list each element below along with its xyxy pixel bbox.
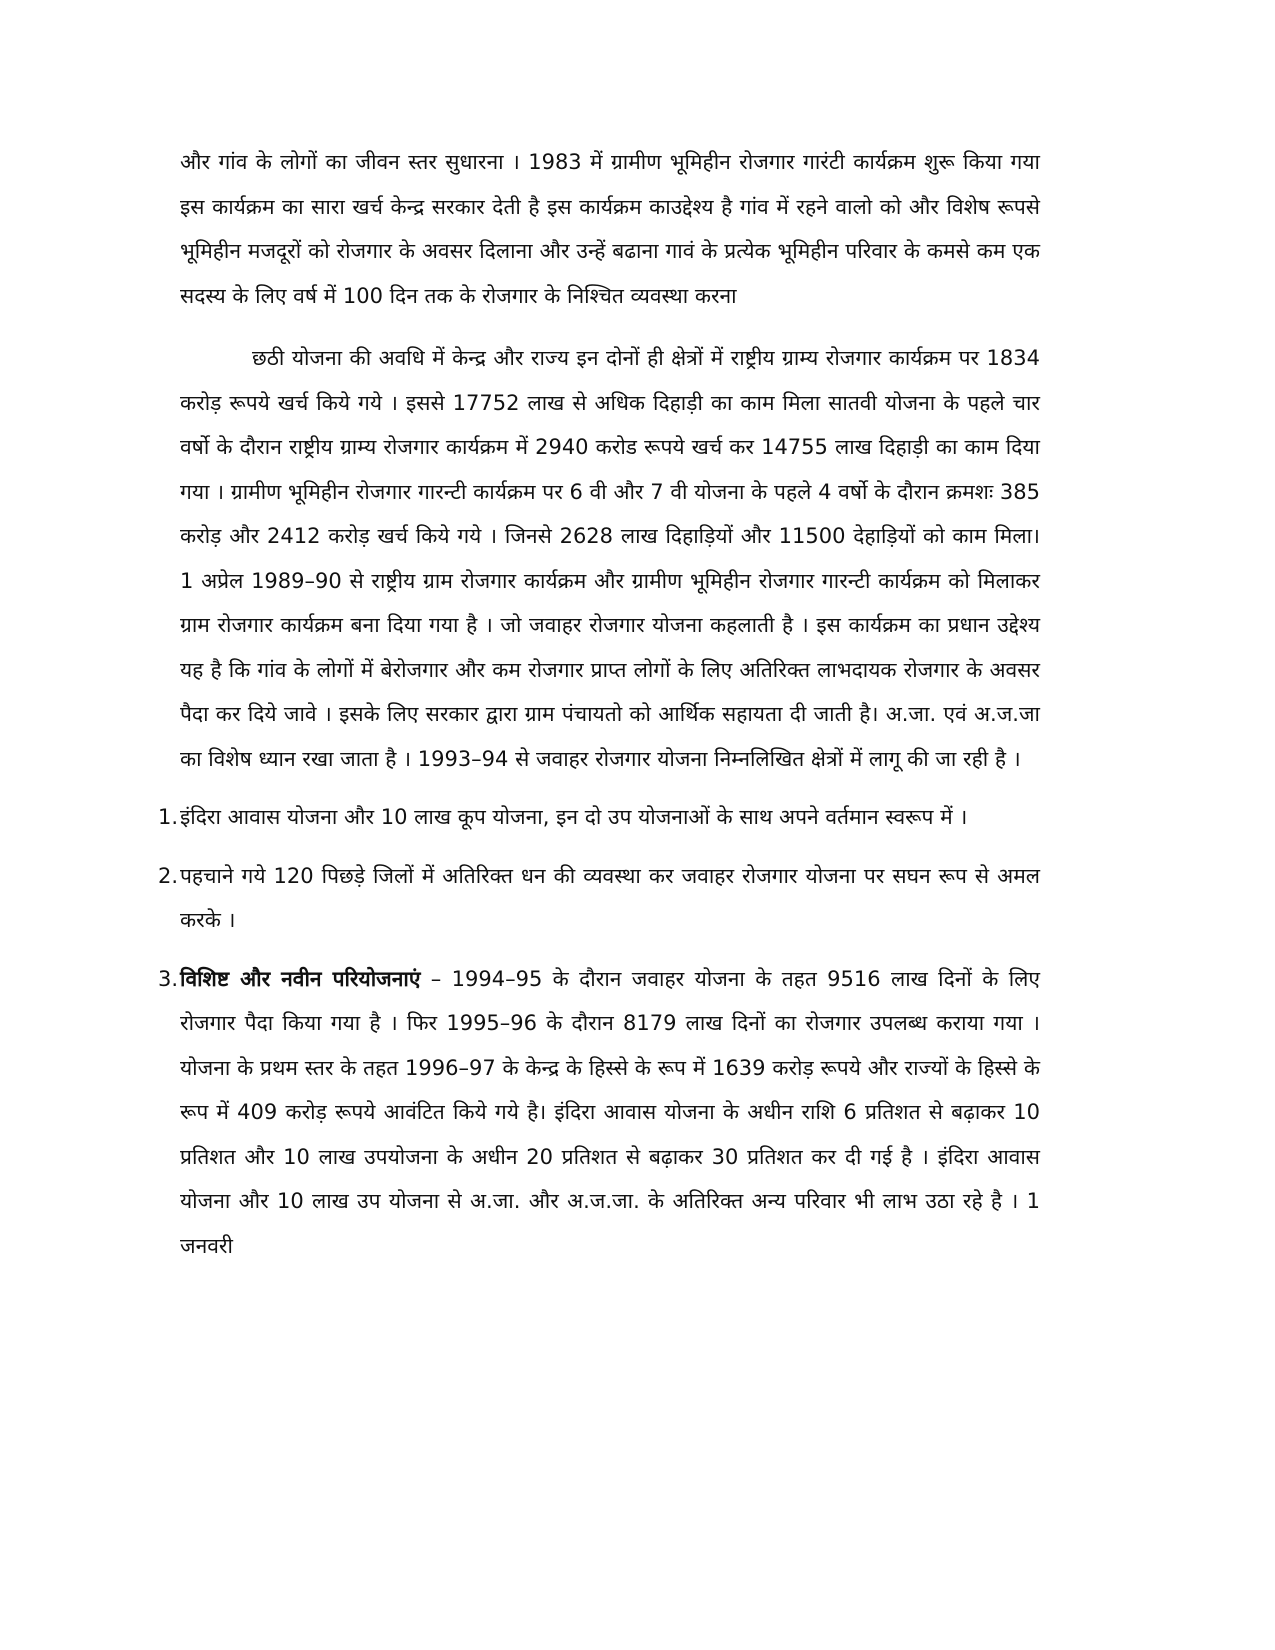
paragraph-1: और गांव के लोगों का जीवन स्तर सुधारना । 1983 में ग्रामीण भूमिहीन रोजगार गारंटी कार्यक्रम शुरू किया गया इस कार्यक्रम का सारा खर्च केन्द्र सरकार देती है इस कार्यक्रम काउद्देश्य है गांव में रहने वालो को और विशेष रूपसे भूमिहीन मजदूरों को रोजगार के अवसर दिलाना और उन्हें बढाना गावं के प्रत्येक भूमिहीन परिवार के कमसे कम एक सदस्य के लिए वर्ष में 100 दिन तक के रोजगार के निश्चित व्यवस्था करना	[180, 150, 1040, 308]
list-item-text: पहचाने गये 120 पिछड़े जिलों में अतिरिक्त धन की व्यवस्था कर जवाहर रोजगार योजना पर सघन रूप से अमल करके ।	[180, 863, 1040, 932]
numbered-list	[158, 795, 1040, 1268]
list-number: 3.	[158, 966, 179, 991]
list-item-heading: विशिष्ट और नवीन परियोजनाएं	[180, 966, 421, 991]
list-number: 2.	[158, 863, 179, 888]
paragraph-2: छठी योजना की अवधि में केन्द्र और राज्य इन दोनों ही क्षेत्रों में राष्ट्रीय ग्राम्य रोजगार कार्यक्रम पर 1834 करोड़ रूपये खर्च किये गये । इससे 17752 लाख से अधिक दिहाड़ी का काम मिला सातवी योजना के पहले चार वर्षो के दौरान राष्ट्रीय ग्राम्य रोजगार कार्यक्रम में 2940 करोड रूपये खर्च कर 14755 लाख दिहाड़ी का काम दिया गया । ग्रामीण भूमिहीन रोजगार गारन्टी कार्यक्रम पर 6 वी और 7 वी योजना के पहले 4 वर्षो के दौरान क्रमशः 385 करोड़ और 2412 करोड़ खर्च किये गये । जिनसे 2628 लाख दिहाड़ियों और 11500 देहाड़ियों को काम मिला। 1 अप्रेल 1989–90 से राष्ट्रीय ग्राम रोजगार कार्यक्रम और ग्रामीण भूमिहीन रोजगार गारन्टी कार्यक्रम को मिलाकर ग्राम रोजगार कार्यक्रम बना दिया गया है । जो जवाहर रोजगार योजना कहलाती है । इस कार्यक्रम का प्रधान उद्देश्य यह है कि गांव के लोगों में बेरोजगार और कम रोजगार प्राप्त लोगों के लिए अतिरिक्त लाभदायक रोजगार के अवसर पैदा कर दिये जावे । इसके लिए सरकार द्वारा ग्राम पंचायतो को आर्थिक सहायता दी जाती है। अ.जा. एवं अ.ज.जा का विशेष ध्यान रखा जाता है । 1993–94 से जवाहर रोजगार योजना निम्नलिखित क्षेत्रों में लागू की जा रही है ।	[180, 346, 1040, 771]
document-page	[158, 140, 1040, 1282]
list-item-1	[158, 795, 1040, 840]
list-number: 1.	[158, 805, 179, 829]
list-item-text: इंदिरा आवास योजना और 10 लाख कूप योजना, इन दो उप योजनाओं के साथ अपने वर्तमान स्वरूप में ।	[180, 805, 968, 829]
list-item-text: – 1994–95 के दौरान जवाहर योजना के तहत 9516 लाख दिनों के लिए रोजगार पैदा किया गया है । फिर 1995–96 के दौरान 8179 लाख दिनों का रोजगार उपलब्ध कराया गया । योजना के प्रथम स्तर के तहत 1996–97 के केन्द्र के हिस्से के रूप में 1639 करोड़ रूपये और राज्यों के हिस्से के रूप में 409 करोड़ रूपये आवंटित किये गये है। इंदिरा आवास योजना के अधीन राशि 6 प्रतिशत से बढ़ाकर 10 प्रतिशत और 10 लाख उपयोजना के अधीन 20 प्रतिशत से बढ़ाकर 30 प्रतिशत कर दी गई है । इंदिरा आवास योजना और 10 लाख उप योजना से अ.जा. और अ.ज.जा. के अतिरिक्त अन्य परिवार भी लाभ उठा रहे है । 1 जनवरी	[180, 966, 1040, 1258]
list-item-2	[158, 854, 1040, 943]
list-item-3	[158, 957, 1040, 1269]
